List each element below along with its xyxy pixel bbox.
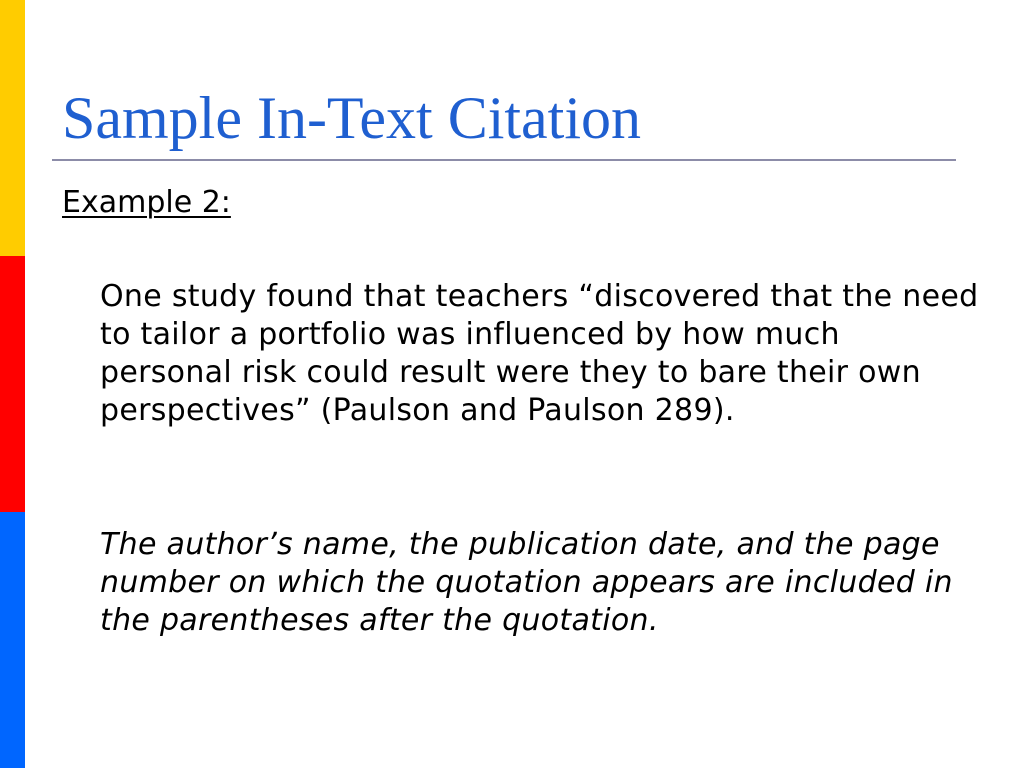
quote-paragraph: One study found that teachers “discovered that the need to tailor a portfolio was influenced by how much personal risk could result were they to bare their own perspectives” (Paulson and Paulson 289). [100,279,979,428]
example-subheading: Example 2: [62,185,231,220]
accent-bar-red [0,256,25,512]
slide-title: Sample In-Text Citation [62,85,642,151]
accent-bar-yellow [0,0,25,256]
accent-side-bar [0,0,25,768]
accent-bar-blue [0,512,25,768]
title-divider [52,159,956,161]
explanation-note: The author’s name, the publication date, and the page number on which the quotation appears are included in the parentheses after the quotation. [100,527,953,638]
